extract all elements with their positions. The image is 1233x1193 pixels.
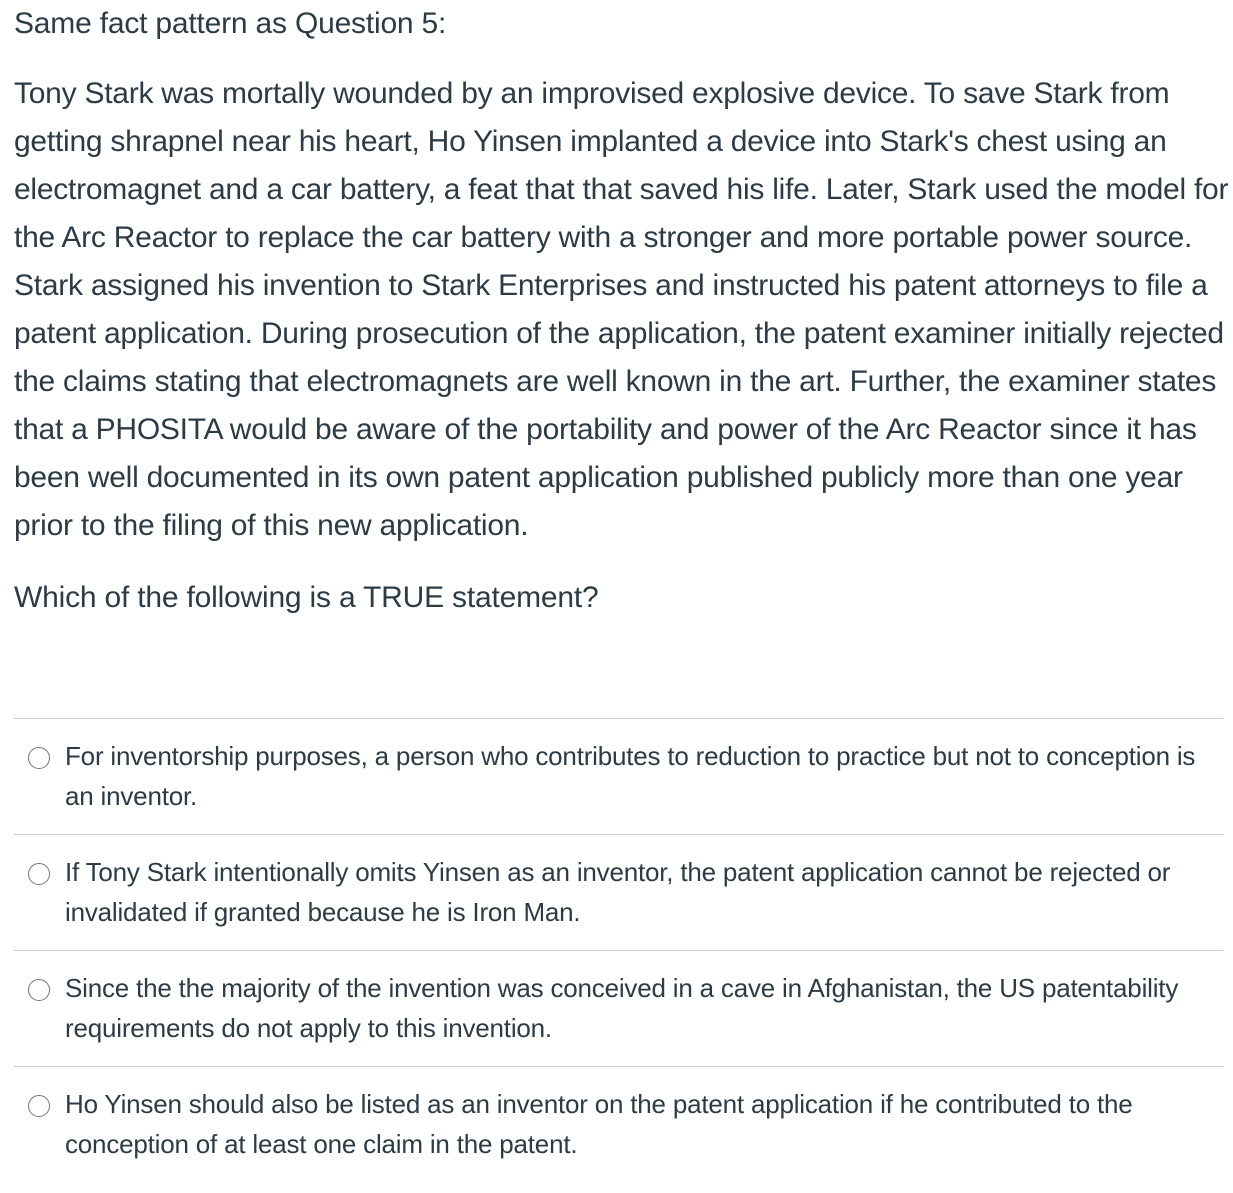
question-prompt: Which of the following is a TRUE statement?: [14, 581, 599, 614]
answer-label-2[interactable]: If Tony Stark intentionally omits Yinsen as an inventor, the patent application cannot be rejected or invalidated if granted because he is Iron Man.: [65, 857, 1171, 927]
answer-option-3[interactable]: [14, 950, 1224, 1066]
answer-option-1[interactable]: [14, 718, 1224, 834]
answer-label-3[interactable]: Since the the majority of the invention was conceived in a cave in Afghanistan, the US patentability requirements do not apply to this invention.: [65, 973, 1179, 1043]
fact-pattern-text: Tony Stark was mortally wounded by an improvised explosive device. To save Stark from getting shrapnel near his heart, Ho Yinsen implanted a device into Stark's chest using an electromagnet and a car battery, a feat that that saved his life. Later, Stark used the model for the Arc Reactor to replace the car battery with a stronger and more portable power source. Stark assigned his invention to Stark Enterprises and instructed his patent attorneys to file a patent application. During prosecution of the application, the patent examiner initially rejected the claims stating that electromagnets are well known in the art. Further, the examiner states that a PHOSITA would be aware of the portability and power of the Arc Reactor since it has been well documented in its own patent application published publicly more than one year prior to the filing of this new application.: [14, 77, 1229, 542]
question-body: [14, 0, 1229, 620]
answer-option-4[interactable]: [14, 1066, 1224, 1182]
answer-label-4[interactable]: Ho Yinsen should also be listed as an inventor on the patent application if he contributed to the conception of at least one claim in the patent.: [65, 1089, 1133, 1159]
answer-label-1[interactable]: For inventorship purposes, a person who contributes to reduction to practice but not to conception is an inventor.: [65, 741, 1196, 811]
radio-button-2[interactable]: [28, 863, 50, 885]
radio-button-1[interactable]: [28, 747, 50, 769]
radio-button-4[interactable]: [28, 1095, 50, 1117]
answer-option-2[interactable]: [14, 834, 1224, 950]
answer-list: [14, 718, 1224, 1182]
radio-button-3[interactable]: [28, 979, 50, 1001]
question-intro: Same fact pattern as Question 5:: [14, 7, 447, 40]
